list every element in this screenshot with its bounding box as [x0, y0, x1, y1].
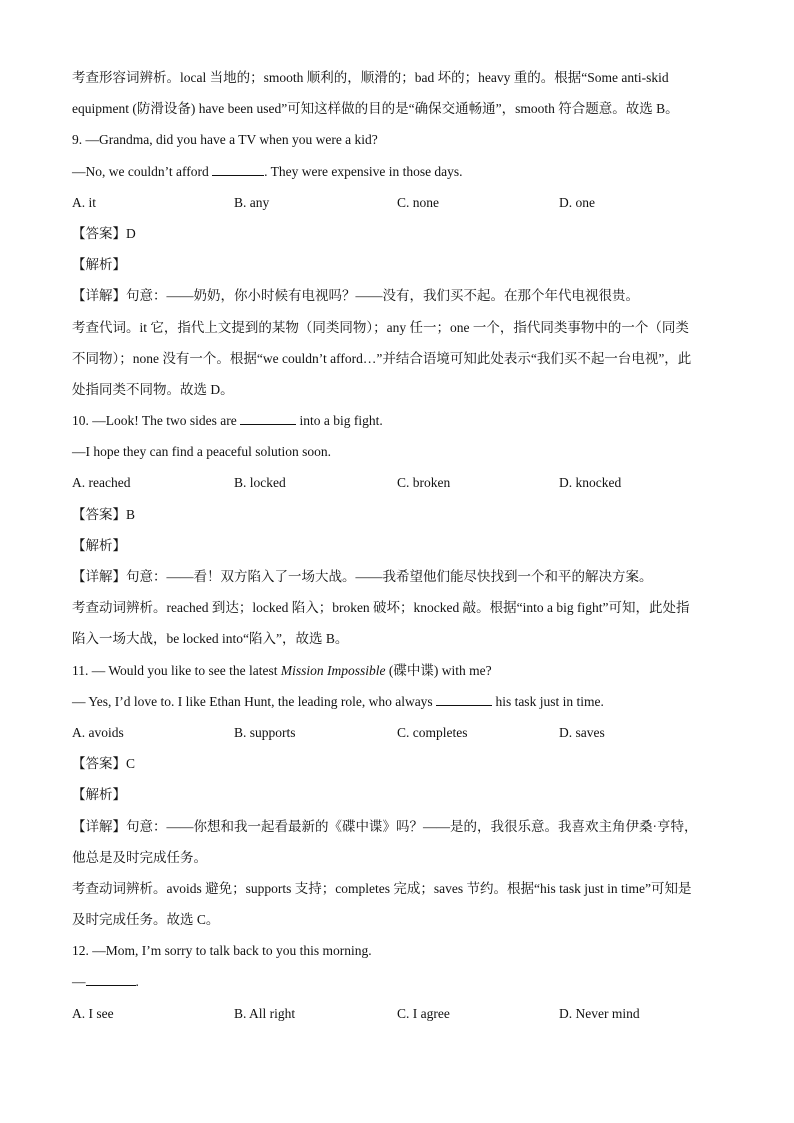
q9-option-d: D. one: [559, 194, 595, 210]
q10-explanation-2: 陷入一场大战，be locked into“陷入”，故选 B。: [72, 631, 349, 647]
q11-detail-2: 他总是及时完成任务。: [72, 849, 207, 865]
q9-option-c: C. none: [397, 194, 439, 210]
q11-answer: 【答案】C: [72, 756, 136, 772]
q11-explanation-2: 及时完成任务。故选 C。: [72, 912, 220, 928]
q9-analysis-heading: 【解析】: [72, 257, 126, 273]
q11-stem-2-post: his task just in time.: [492, 693, 604, 709]
q9-options: [72, 187, 722, 218]
q10-options: [72, 467, 722, 498]
q11-movie-title: Mission Impossible: [280, 662, 386, 678]
q11-stem-1-pre: 11. — Would you like to see the latest: [72, 662, 281, 678]
q11-detail-1: 【详解】句意：——你想和我一起看最新的《碟中谍》吗？——是的，我很乐意。我喜欢主角伊桑·亨特，: [72, 818, 698, 834]
intro-line-1: 考查形容词辨析。local 当地的；smooth 顺利的，顺滑的；bad 坏的；heavy 重的。根据“Some anti-skid: [72, 70, 669, 85]
q12-blank: [86, 971, 136, 986]
q12-stem-1: 12. —Mom, I’m sorry to talk back to you this morning.: [72, 943, 372, 959]
q11-analysis-heading: 【解析】: [72, 787, 126, 803]
q9-answer: 【答案】D: [72, 225, 136, 241]
q10-stem-1-post: into a big fight.: [296, 413, 383, 429]
q11-blank: [436, 691, 492, 706]
q11-options: [72, 717, 722, 748]
q12-option-c: C. I agree: [397, 1005, 450, 1021]
q9-explanation-3: 处指同类不同物。故选 D。: [72, 381, 234, 397]
q10-detail: 【详解】句意：——看！双方陷入了一场大战。——我希望他们能尽快找到一个和平的解决方案。: [72, 569, 653, 585]
q9-option-b: B. any: [234, 194, 270, 210]
q10-option-b: B. locked: [234, 475, 286, 491]
q12-stem-2: [72, 966, 722, 997]
q10-option-c: C. broken: [397, 475, 451, 491]
q11-stem-1: [72, 655, 722, 686]
q11-option-c: C. completes: [397, 724, 468, 740]
q10-option-a: A. reached: [72, 475, 131, 491]
q9-stem-2-pre: —No, we couldn’t afford: [72, 163, 213, 179]
q12-option-a: A. I see: [72, 1005, 114, 1021]
q9-option-a: A. it: [72, 194, 97, 210]
q11-option-d: D. saves: [559, 724, 605, 740]
q11-stem-2-pre: — Yes, I’d love to. I like Ethan Hunt, the leading role, who always: [72, 693, 437, 709]
q9-explanation-2: 不同物）；none 没有一个。根据“we couldn’t afford…”并结合语境可知此处表示“我们买不起一台电视”，此: [72, 350, 692, 366]
q12-stem-2-pre: —: [72, 974, 86, 990]
q9-detail: 【详解】句意：——奶奶，你小时候有电视吗？——没有，我们买不起。在那个年代电视很贵。: [72, 288, 639, 304]
q10-stem-1-pre: 10. —Look! The two sides are: [72, 413, 241, 429]
q9-stem-2: [72, 156, 722, 187]
q11-option-b: B. supports: [234, 724, 296, 740]
intro-line-2: equipment (防滑设备) have been used”可知这样做的目的是“确保交通畅通”，smooth 符合题意。故选 B。: [72, 101, 679, 117]
document-page: [72, 62, 722, 1029]
q10-option-d: D. knocked: [559, 475, 622, 491]
q10-stem-1: [72, 405, 722, 436]
q12-option-d: D. Never mind: [559, 1005, 640, 1021]
q10-stem-2: —I hope they can find a peaceful solution soon.: [72, 444, 332, 460]
q9-stem-2-post: . They were expensive in those days.: [264, 163, 463, 179]
q10-explanation-1: 考查动词辨析。reached 到达；locked 陷入；broken 破坏；knocked 敲。根据“into a big fight”可知，此处指: [72, 600, 690, 616]
q12-stem-2-post: .: [135, 974, 139, 990]
q10-answer: 【答案】B: [72, 506, 136, 522]
q12-options: [72, 998, 722, 1029]
q11-explanation-1: 考查动词辨析。avoids 避免；supports 支持；completes 完成；saves 节约。根据“his task just in time”可知是: [72, 880, 692, 896]
q9-explanation-1: 考查代词。it 它，指代上文提到的某物（同类同物）；any 任一；one 一个，指代同类事物中的一个（同类: [72, 319, 689, 335]
q11-stem-1-post: (碟中谍) with me?: [385, 662, 492, 678]
q9-stem-1: 9. —Grandma, did you have a TV when you were a kid?: [72, 132, 378, 148]
q10-blank: [240, 410, 296, 425]
q9-blank: [212, 161, 264, 176]
q10-analysis-heading: 【解析】: [72, 537, 126, 553]
q11-stem-2: [72, 686, 722, 717]
q12-option-b: B. All right: [234, 1005, 296, 1021]
q11-option-a: A. avoids: [72, 724, 124, 740]
